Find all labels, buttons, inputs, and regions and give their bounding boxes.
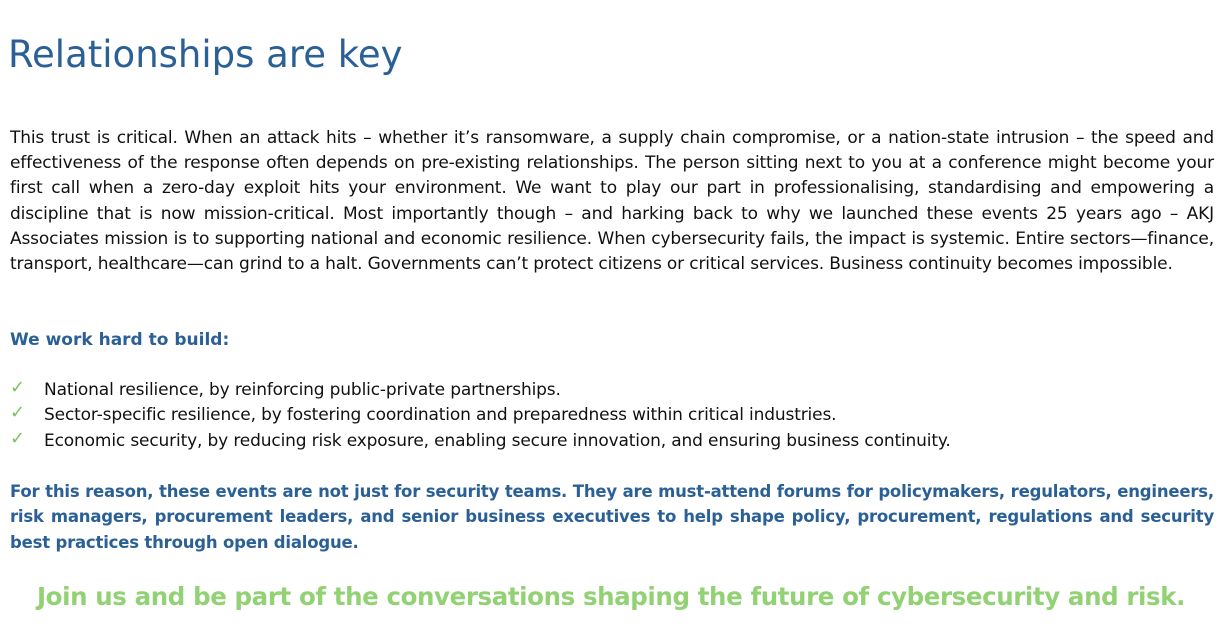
page-title: Relationships are key <box>8 33 403 76</box>
audience-paragraph: For this reason, these events are not just for security teams. They are must-attend forums for policymakers, regulators, engineers, risk managers, procurement leaders, and senior business executives to help shape policy, procurement, regulations and security best practices through open dialogue. <box>10 482 1214 552</box>
call-to-action: Join us and be part of the conversations shaping the future of cybersecurity and risk. <box>36 582 1186 611</box>
checklist-item-text: Sector-specific resilience, by fostering coordination and preparedness within critical industries. <box>44 405 837 426</box>
checklist-item <box>10 378 951 403</box>
checklist-item <box>10 429 951 454</box>
checklist-item-text: Economic security, by reducing risk exposure, enabling secure innovation, and ensuring business continuity. <box>44 430 951 451</box>
intro-paragraph: This trust is critical. When an attack hits – whether it’s ransomware, a supply chain compromise, or a nation-state intrusion – the speed and effectiveness of the response often depends on pre-existing relationships. The person sitting next to you at a conference might become your first call when a zero-day exploit hits your environment. We want to play our part in professionalising, standardising and empowering a discipline that is now mission-critical. Most importantly though – and harking back to why we launched these events 25 years ago – AKJ Associates mission is to supporting national and economic resilience. When cybersecurity fails, the impact is systemic. Entire sectors—finance, transport, healthcare—can grind to a halt. Governments can’t protect citizens or critical services. Business continuity becomes impossible. <box>10 128 1214 275</box>
checklist-item-text: National resilience, by reinforcing public-private partnerships. <box>44 380 561 400</box>
build-checklist <box>10 378 951 454</box>
check-icon: ✓ <box>10 402 25 424</box>
checklist-item <box>10 403 951 428</box>
check-icon: ✓ <box>10 427 25 449</box>
build-heading: We work hard to build: <box>10 330 230 350</box>
check-icon: ✓ <box>10 377 25 398</box>
